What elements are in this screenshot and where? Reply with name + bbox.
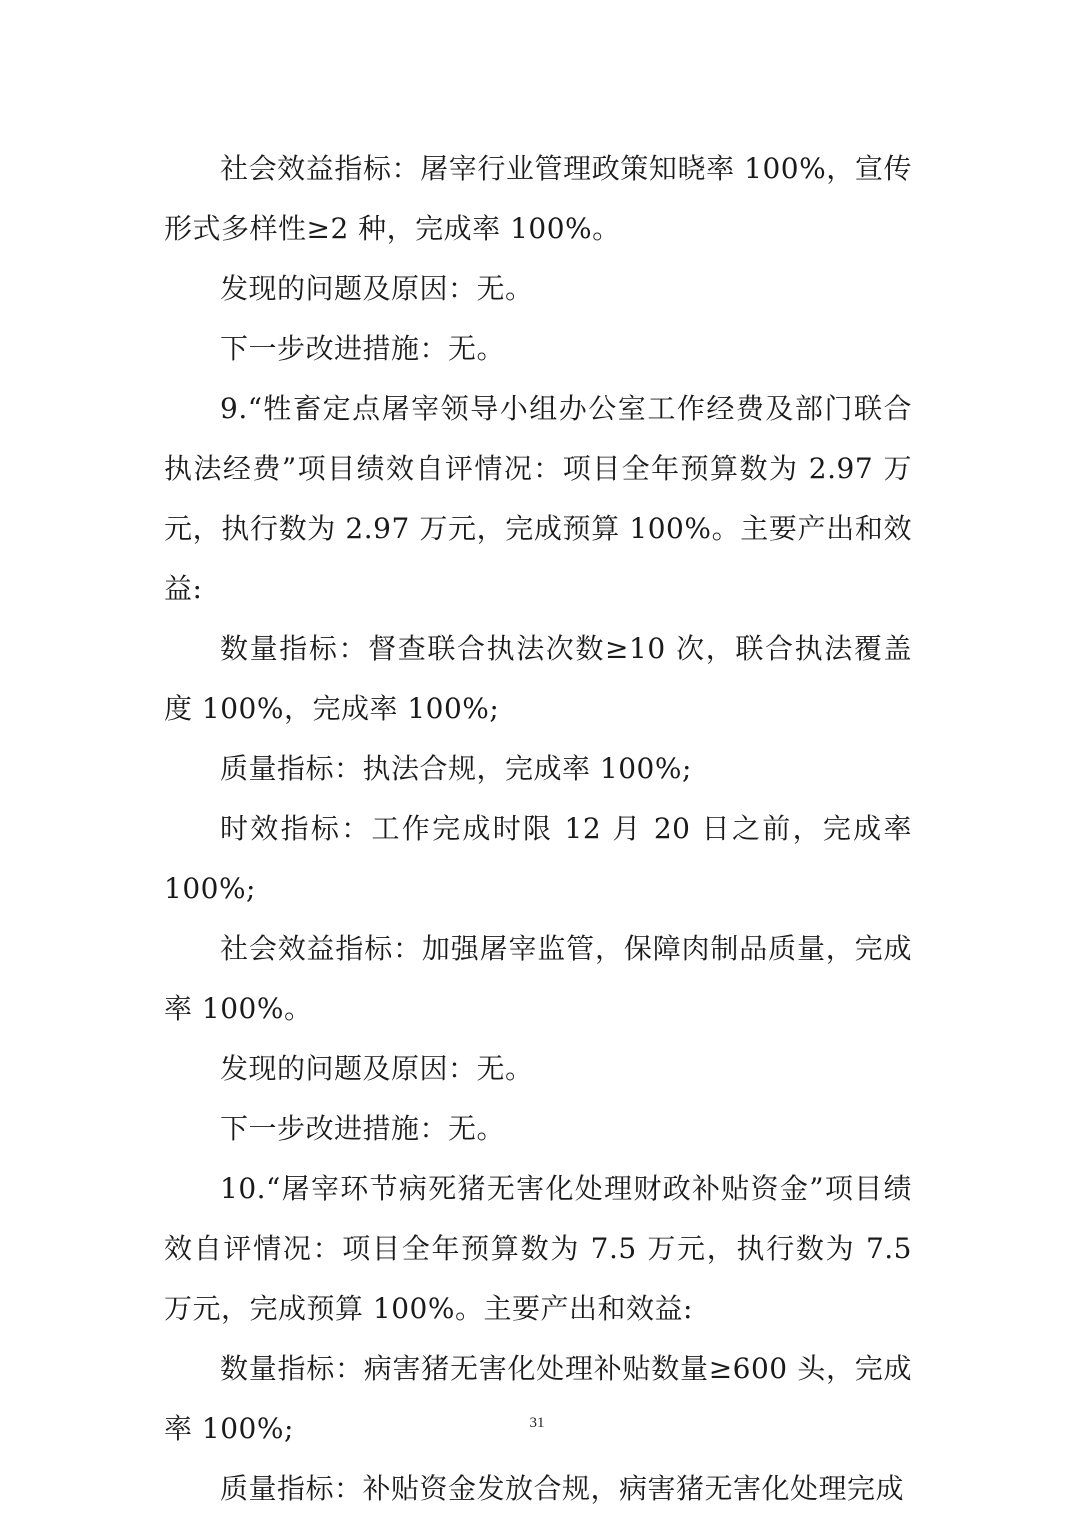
paragraph-improvement-9: 下一步改进措施：无。 (220, 1112, 506, 1145)
paragraph-problems-9: 发现的问题及原因：无。 (220, 1052, 534, 1085)
paragraph-project-10: 10.“屠宰环节病死猪无害化处理财政补贴资金”项目绩效自评情况：项目全年预算数为 7.5 万元，执行数为 7.5 万元，完成预算 100%。主要产出和效益: (164, 1172, 912, 1325)
paragraph-quantity-indicator-10: 数量指标：病害猪无害化处理补贴数量≥600 头，完成率 100%; (164, 1352, 912, 1445)
paragraph-social-benefit-9: 社会效益指标：加强屠宰监管，保障肉制品质量，完成率 100%。 (164, 932, 912, 1025)
paragraph-problems-1: 发现的问题及原因：无。 (220, 272, 534, 305)
paragraph-quantity-indicator-9: 数量指标：督查联合执法次数≥10 次，联合执法覆盖度 100%，完成率 100%; (164, 632, 912, 725)
paragraph-quality-indicator-9: 质量指标：执法合规，完成率 100%; (220, 752, 692, 785)
document-body (164, 139, 912, 1519)
paragraph-project-9: 9.“牲畜定点屠宰领导小组办公室工作经费及部门联合执法经费”项目绩效自评情况：项目全年预算数为 2.97 万元，执行数为 2.97 万元，完成预算 100%。主要产出和效益: (164, 392, 912, 605)
paragraph-timeliness-indicator-9: 时效指标：工作完成时限 12 月 20 日之前，完成率 100%; (164, 812, 912, 905)
paragraph-quality-indicator-10: 质量指标：补贴资金发放合规，病害猪无害化处理完成 (220, 1472, 905, 1505)
paragraph-improvement-1: 下一步改进措施：无。 (220, 332, 506, 365)
paragraph-social-benefit-1: 社会效益指标：屠宰行业管理政策知晓率 100%，宣传形式多样性≥2 种，完成率 100%。 (164, 152, 912, 245)
page-number: 31 (529, 1415, 545, 1431)
